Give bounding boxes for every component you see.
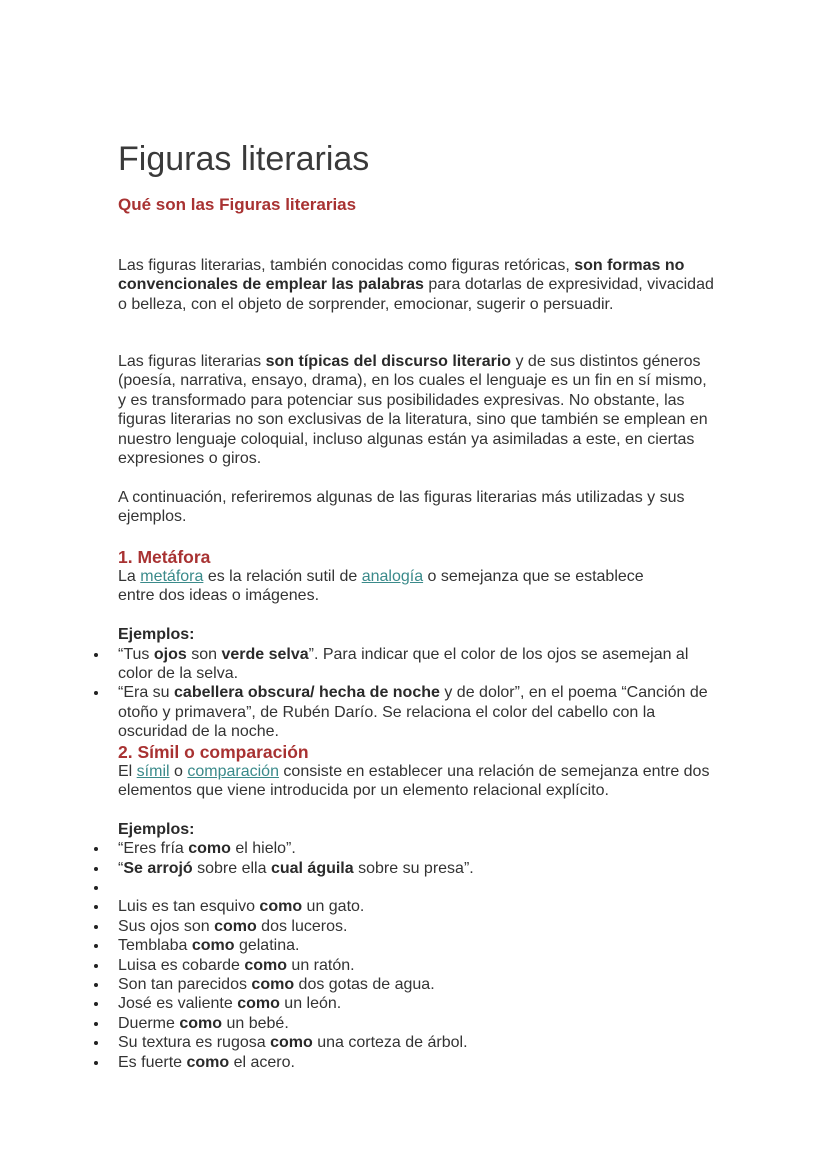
text-run: un león. [279, 995, 342, 1013]
text-run: el acero. [229, 1053, 295, 1071]
list-item [118, 859, 728, 878]
bold-text: como [251, 976, 295, 994]
text-run: y de sus distintos géneros (poesía, narrativa, ensayo, drama), en los cuales el lenguaje es un fin en sí mismo, y es transformado para potenciar sus posibilidades expresivas. No obstante, las figuras literarias no son exclusivas de la literatura, sino que también se emplean en nuestro lenguaje coloquial, incluso algunas están ya asimiladas a este, en ciertas expresiones o giros. [118, 353, 708, 468]
text-run: Las figuras literarias, también conocidas como figuras retóricas, [118, 257, 575, 274]
text-run: José es valiente [118, 995, 238, 1013]
text-run: Duerme [118, 1014, 180, 1032]
text-run: es la relación sutil de [203, 568, 362, 585]
text-run: dos gotas de agua. [294, 976, 435, 994]
text-run: Sus ojos son [118, 917, 215, 935]
text-run: Su textura es rugosa [118, 1034, 271, 1052]
paragraph [118, 352, 708, 468]
examples-list [118, 839, 728, 1072]
glossary-link[interactable]: metáfora [140, 568, 204, 585]
list-item [118, 1033, 728, 1052]
list-item [118, 878, 728, 897]
bold-text: son típicas del discurso literario [265, 353, 512, 370]
text-run: el hielo”. [230, 840, 296, 858]
bold-text: como [179, 1014, 223, 1032]
text-run: “ [118, 859, 124, 877]
list-item [118, 936, 728, 955]
text-run: Es fuerte [118, 1053, 187, 1071]
bold-text: verde selva [221, 645, 309, 663]
list-item [118, 645, 708, 684]
text-run: son [186, 645, 222, 663]
text-run: un ratón. [286, 956, 355, 974]
examples-label: Ejemplos: [118, 820, 195, 838]
text-run: sobre su presa”. [353, 859, 474, 877]
text-run: Luis es tan esquivo [118, 898, 260, 916]
section-intro [118, 762, 713, 801]
section-heading: 1. Metáfora [118, 547, 211, 567]
bold-text: como [186, 1053, 230, 1071]
bold-text: como [214, 917, 257, 935]
section-intro [118, 567, 678, 606]
bold-text: cabellera obscura/ hecha de noche [174, 684, 440, 702]
bold-text: como [244, 956, 287, 974]
list-item [118, 994, 728, 1013]
text-run: un gato. [302, 898, 365, 916]
glossary-link[interactable]: comparación [187, 762, 279, 780]
text-run: un bebé. [222, 1014, 289, 1032]
text-run: o [169, 762, 188, 780]
subtitle: Qué son las Figuras literarias [118, 195, 357, 214]
section-metafora [118, 547, 728, 1072]
text-run: o semejanza que se establece entre dos ideas o imágenes. [118, 568, 644, 605]
text-run: A continuación, referiremos algunas de las figuras literarias más utilizadas y sus ejemplos. [118, 489, 685, 526]
list-item [118, 1053, 728, 1072]
text-run: ”. Para indicar que el color de los ojos se asemejan al color de la selva. [118, 645, 689, 683]
bold-text: como [259, 898, 303, 916]
glossary-link[interactable]: analogía [361, 568, 424, 585]
bold-text: Se arrojó [123, 859, 193, 877]
text-run: y de dolor”, en el poema “Canción de otoño y primavera”, de Rubén Darío. Se relaciona el color del cabello con la oscuridad de la noche. [118, 684, 708, 741]
text-run: “Eres fría [118, 840, 189, 858]
text-run: “Era su [118, 684, 175, 702]
text-run: El [118, 762, 137, 780]
text-run: Las figuras literarias [118, 353, 266, 370]
text-run: dos luceros. [256, 917, 348, 935]
list-item [118, 975, 728, 994]
paragraph [118, 256, 718, 314]
list-item [118, 683, 708, 741]
list-item [118, 1014, 728, 1033]
text-run: Temblaba [118, 937, 192, 955]
bold-text: son formas no convencionales de emplear las palabras [118, 257, 685, 294]
list-item [118, 839, 728, 858]
page-title: Figuras literarias [118, 140, 370, 178]
text-run: consiste en establecer una relación de semejanza entre dos elementos que viene introducida por un elemento relacional explícito. [118, 762, 710, 800]
section-heading: 2. Símil o comparación [118, 741, 309, 762]
text-run: sobre ella [192, 859, 271, 877]
bold-text: como [270, 1034, 313, 1052]
examples-label: Ejemplos: [118, 626, 195, 644]
text-run: para dotarlas de expresividad, vivacidad o belleza, con el objeto de sorprender, emocionar, sugerir o persuadir. [118, 276, 714, 313]
bold-text: como [191, 937, 235, 955]
glossary-link[interactable]: símil [136, 762, 170, 780]
text-run: Son tan parecidos [118, 976, 252, 994]
text-run: “Tus [118, 645, 154, 663]
bold-text: cual águila [270, 859, 354, 877]
list-item [118, 917, 728, 936]
examples-list [118, 645, 708, 742]
text-run: gelatina. [234, 937, 300, 955]
text-run: una corteza de árbol. [312, 1034, 468, 1052]
bold-text: ojos [153, 645, 187, 663]
bold-text: como [188, 840, 231, 858]
bold-text: como [237, 995, 280, 1013]
list-item [118, 897, 728, 916]
list-item [118, 956, 728, 975]
paragraph [118, 488, 708, 527]
text-run: Luisa es cobarde [118, 956, 245, 974]
text-run: La [118, 568, 141, 585]
